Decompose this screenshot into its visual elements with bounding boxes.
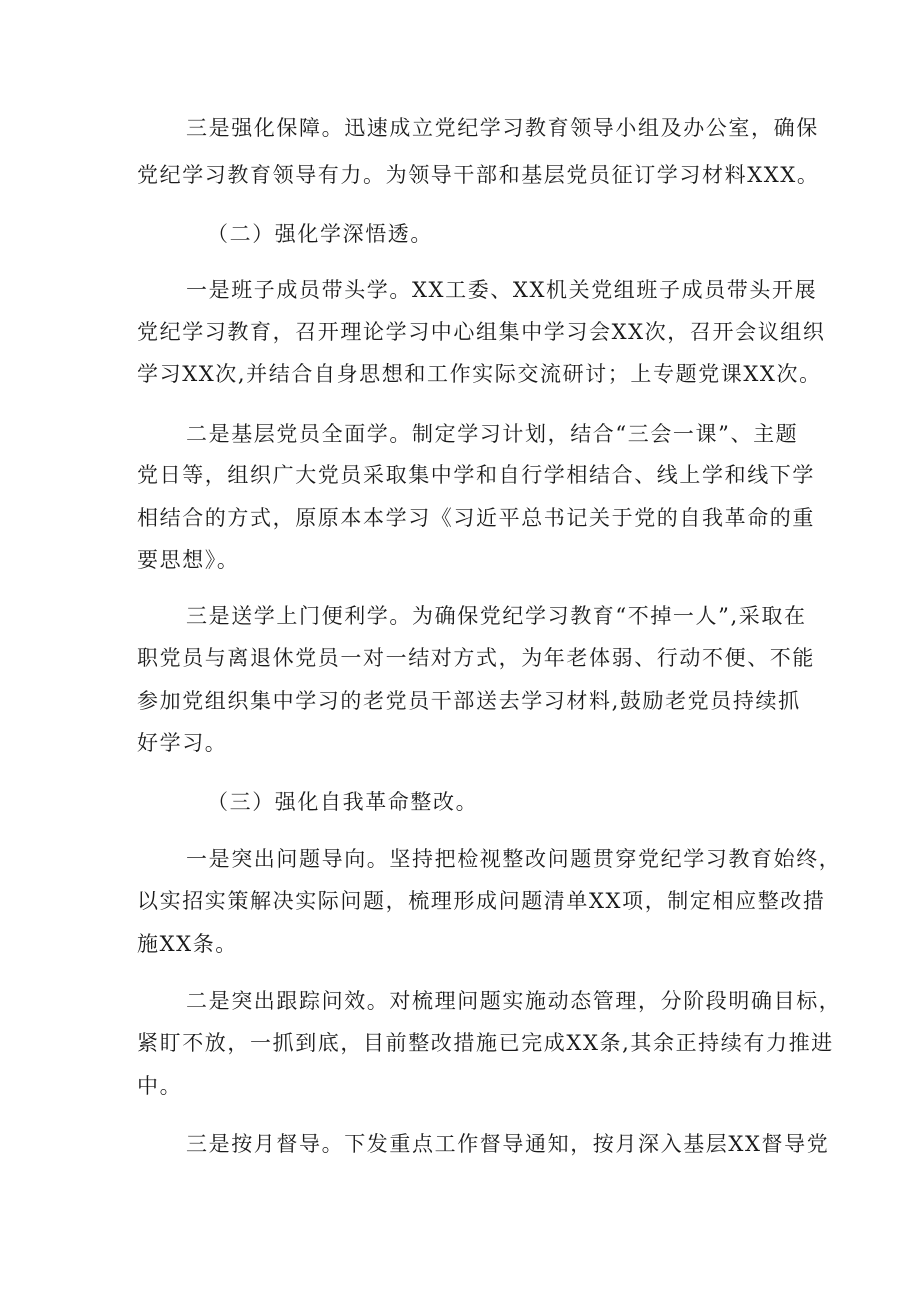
- paragraph-line: 学习XX次,并结合自身思想和工作实际交流研讨；上专题党课XX次。: [137, 362, 822, 386]
- paragraph-line: 一是班子成员带头学。XX工委、XX机关党组班子成员带头开展: [186, 278, 818, 302]
- paragraph-line: 二是基层党员全面学。制定学习计划，结合“三会一课”、主题: [186, 422, 799, 446]
- paragraph-line: 三是强化保障。迅速成立党纪学习教育领导小组及办公室，确保: [186, 116, 819, 140]
- paragraph-line: 党纪学习教育，召开理论学习中心组集中学习会XX次，召开会议组织: [137, 320, 826, 344]
- paragraph-line: 要思想》。: [137, 548, 240, 572]
- paragraph-line: 三是送学上门便利学。为确保党纪学习教育“不掉一人”,采取在: [186, 604, 807, 628]
- paragraph-line: 施XX条。: [137, 932, 238, 956]
- paragraph-line: 党日等，组织广大党员采取集中学和自行学相结合、线上学和线下学: [137, 463, 815, 487]
- paragraph-line: 一是突出问题导向。坚持把检视整改问题贯穿党纪学习教育始终，: [186, 847, 842, 871]
- paragraph-line: 职党员与离退休党员一对一结对方式，为年老体弱、行动不便、不能: [137, 646, 815, 670]
- paragraph-line: 以实招实策解决实际问题，梳理形成问题清单XX项，制定相应整改措: [137, 889, 826, 913]
- paragraph-line: 参加党组织集中学习的老党员干部送去学习材料,鼓励老党员持续抓: [137, 689, 801, 713]
- paragraph-line: 相结合的方式，原原本本学习《习近平总书记关于党的自我革命的重: [137, 506, 815, 530]
- paragraph-line: 好学习。: [137, 731, 228, 755]
- paragraph-line: 中。: [137, 1074, 183, 1098]
- paragraph-line: 三是按月督导。下发重点工作督导通知，按月深入基层XX督导党: [186, 1132, 830, 1156]
- paragraph-line: 二是突出跟踪问效。对梳理问题实施动态管理，分阶段明确目标，: [186, 989, 842, 1013]
- section-heading: （二）强化学深悟透。: [207, 222, 433, 246]
- section-heading: （三）强化自我革命整改。: [207, 790, 479, 814]
- paragraph-line: 党纪学习教育领导有力。为领导干部和基层党员征订学习材料XXX。: [137, 163, 820, 187]
- paragraph-line: 紧盯不放，一抓到底，目前整改措施已完成XX条,其余正持续有力推进: [137, 1031, 834, 1055]
